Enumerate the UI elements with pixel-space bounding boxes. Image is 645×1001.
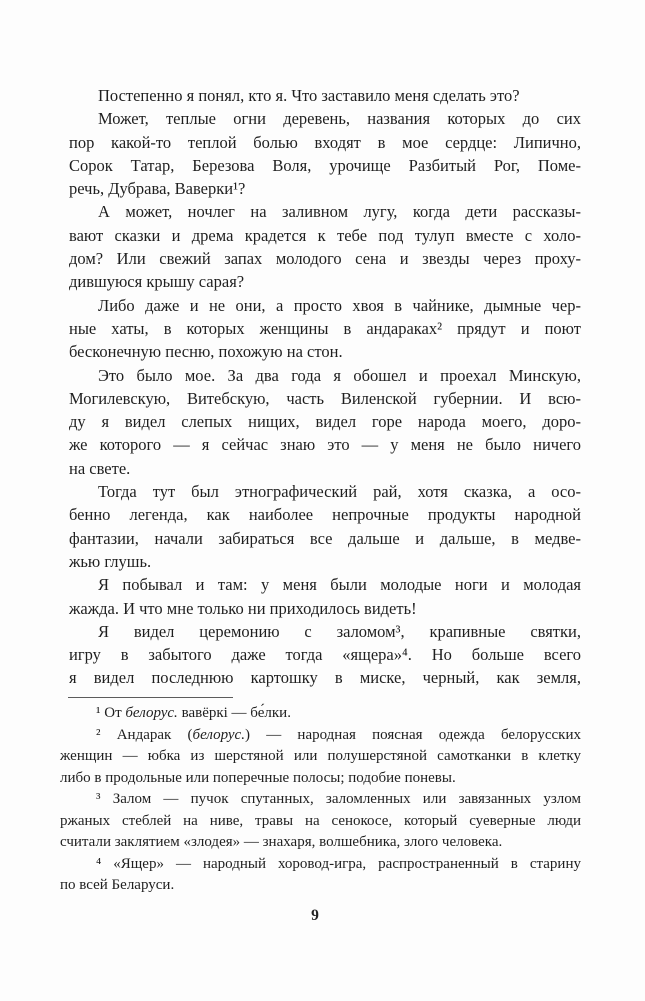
text-line: бесконечную песню, похожую на стон. [69, 342, 343, 362]
text-line: же которого — я сейчас знаю это — у меня не было ничего [69, 435, 581, 455]
footnotes-block [60, 703, 581, 897]
paragraph [69, 620, 581, 690]
footnote [60, 725, 581, 790]
text-line: Это было мое. За два года я обошел и проехал Минскую, [98, 365, 581, 385]
text-line: жажда. И что мне только ни приходилось видеть! [69, 598, 417, 618]
text-line: Постепенно я понял, кто я. Что заставило меня сделать это? [98, 86, 520, 105]
text-line: Тогда тут был этнографический рай, хотя сказка, а осо- [98, 482, 581, 502]
paragraph [69, 107, 581, 200]
paragraph [69, 364, 581, 480]
footnote-text: ⁴ «Ящер» — народный хоровод-игра, распространенный в старину [96, 855, 581, 872]
footnote-line [60, 703, 581, 725]
text-line: Я побывал и там: у меня были молодые ноги и молодая [98, 575, 581, 595]
page-number: 9 [311, 907, 319, 924]
text-line: бенно легенда, как наиболее непрочные продукты народной [69, 505, 581, 525]
text-line: речь, Дубрава, Ваверки¹? [69, 179, 246, 199]
paragraph [69, 480, 581, 573]
footnote-text: ³ Залом — пучок спутанных, заломленных или завязанных узлом [96, 791, 581, 807]
footnote-line [60, 832, 581, 854]
footnote-text: по всей Беларуси. [60, 877, 175, 893]
text-line: я видел последнюю картошку в миске, черный, как земля, [69, 668, 581, 688]
text-line: игру в забытого даже тогда «ящера»⁴. Но больше всего [69, 645, 581, 665]
text-line: жью глушь. [69, 551, 152, 571]
text-line: на свете. [69, 458, 131, 478]
footnote-text: вавёркі — бе́лки. [177, 705, 291, 721]
footnote-text-italic: белорус. [192, 726, 245, 743]
paragraph [69, 200, 581, 293]
footnote-text: ) — народная поясная одежда белорусских [244, 726, 581, 743]
footnote-text: ржаных стеблей на ниве, травы на сенокосе, который суеверные люди [60, 812, 581, 829]
main-text-block [69, 84, 581, 690]
footnote-line [60, 789, 581, 811]
text-line: пор какой-то теплой болью входят в мое сердце: Липично, [69, 132, 581, 152]
footnote-line [60, 725, 581, 747]
text-line: дом? Или свежий запах молодого сена и звезды через проху- [69, 249, 581, 269]
footnote-text: либо в продольные или поперечные полосы; подобие поневы. [60, 769, 456, 786]
footnote-text: ² Андарак ( [96, 726, 193, 743]
footnote-text: считали заклятием «злодея» — знахаря, волшебника, злого человека. [60, 834, 503, 850]
footnote-separator [68, 697, 233, 698]
text-line: Сорок Татар, Березова Воля, урочище Разбитый Рог, Поме- [69, 155, 581, 175]
footnote-line [60, 768, 581, 790]
text-line: дившуюся крышу сарая? [69, 272, 245, 292]
paragraph [69, 573, 581, 620]
text-line: Я видел церемонию с заломом³, крапивные святки, [98, 621, 581, 641]
text-line: Может, теплые огни деревень, названия которых до сих [98, 109, 581, 129]
paragraph [69, 294, 581, 364]
footnote-text: ¹ От [96, 705, 126, 721]
footnote [60, 789, 581, 854]
footnote-line [60, 746, 581, 768]
paragraph [69, 84, 581, 107]
text-line: ные хаты, в которых женщины в андараках² прядут и поют [69, 318, 581, 338]
footnote [60, 854, 581, 897]
text-line: фантазии, начали забираться все дальше и дальше, в медве- [69, 528, 581, 548]
text-line: ду я видел слепых нищих, видел горе народа моего, доро- [69, 412, 581, 432]
text-line: Либо даже и не они, а просто хвоя в чайнике, дымные чер- [98, 295, 581, 315]
text-line: вают сказки и дрема крадется к тебе под тулуп вместе с холо- [69, 225, 581, 245]
footnote-text-italic: белорус. [125, 705, 178, 721]
footnote-line [60, 875, 581, 897]
text-line: Могилевскую, Витебскую, часть Виленской губернии. И всю- [69, 388, 581, 408]
footnote-line [60, 811, 581, 833]
footnote-line [60, 854, 581, 876]
footnote-text: женщин — юбка из шерстяной или полушерстяной самотканки в клетку [60, 748, 581, 764]
text-line: А может, ночлег на заливном лугу, когда дети рассказы- [98, 202, 581, 222]
footnote [60, 703, 581, 725]
